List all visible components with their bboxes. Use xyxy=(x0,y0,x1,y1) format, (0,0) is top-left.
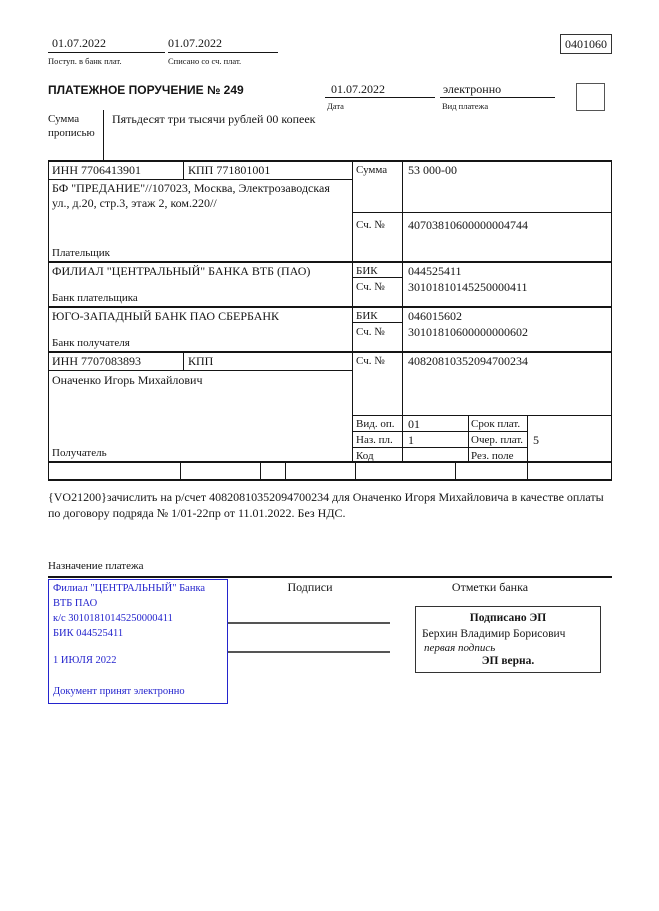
sum-label: Сумма xyxy=(356,164,388,176)
stamp-line-1: Филиал "ЦЕНТРАЛЬНЫЙ" Банка xyxy=(53,583,206,594)
esign-role: первая подпись xyxy=(424,642,496,654)
signature-line-1 xyxy=(228,622,390,624)
payment-kind-label: Вид платежа xyxy=(442,101,489,111)
vid-op-label: Вид. оп. xyxy=(356,418,395,430)
table-border xyxy=(48,479,612,481)
writtenoff-date-label: Списано со сч. плат. xyxy=(168,56,242,66)
divider xyxy=(352,212,612,213)
divider xyxy=(352,431,527,432)
amount-words-label-2: прописью xyxy=(48,127,95,139)
divider xyxy=(183,351,184,370)
payer-acc: 40703810600000004744 xyxy=(408,218,528,232)
esign-verified: ЭП верна. xyxy=(481,655,535,667)
ocher-plat-label: Очер. плат. xyxy=(471,434,524,446)
payer-bank-bik: 044525411 xyxy=(408,264,462,278)
bank-marks-label: Отметки банка xyxy=(451,580,529,594)
receiver-inn: ИНН 7707083893 xyxy=(52,354,141,368)
payer-bank-acc-label: Сч. № xyxy=(356,281,385,293)
divider xyxy=(352,447,527,448)
divider xyxy=(168,52,278,53)
bank-stamp xyxy=(48,579,228,704)
divider xyxy=(48,52,165,53)
table-border xyxy=(48,160,49,480)
payer-name: БФ "ПРЕДАНИЕ"//107023, Москва, Электрозаводская ул., д.20, стр.3, этаж 2, ком.220// xyxy=(52,181,330,210)
divider xyxy=(48,179,352,180)
table-border xyxy=(48,306,612,308)
table-border xyxy=(402,160,403,462)
payer-bank-section-label: Банк плательщика xyxy=(52,292,138,304)
divider xyxy=(183,160,184,179)
amount-words-label-1: Сумма xyxy=(48,113,80,125)
payer-bank-name: ФИЛИАЛ "ЦЕНТРАЛЬНЫЙ" БАНКА ВТБ (ПАО) xyxy=(52,264,311,278)
receiver-kpp: КПП xyxy=(188,354,214,368)
received-date-label: Поступ. в банк плат. xyxy=(48,56,122,66)
table-border xyxy=(352,160,353,462)
divider xyxy=(527,463,528,480)
esign-name: Берхин Владимир Борисович xyxy=(422,628,566,640)
payment-kind-checkbox xyxy=(576,83,605,111)
stamp-bik: БИК 044525411 xyxy=(53,628,124,639)
divider xyxy=(527,415,528,462)
esign-box xyxy=(415,606,601,673)
stamp-corr-account: к/с 30101810145250000411 xyxy=(53,613,173,624)
form-code: 0401060 xyxy=(565,37,607,51)
document-date: 01.07.2022 xyxy=(331,82,385,96)
divider xyxy=(103,110,104,161)
receiver-acc-label: Сч. № xyxy=(356,355,385,367)
table-border xyxy=(48,160,612,162)
divider xyxy=(285,463,286,480)
payer-bank-acc: 30101810145250000411 xyxy=(408,280,528,294)
payer-bank-bik-label: БИК xyxy=(356,265,378,277)
srok-plat-label: Срок плат. xyxy=(471,418,521,430)
sum-value: 53 000-00 xyxy=(408,163,457,177)
payer-inn: ИНН 7706413901 xyxy=(52,163,141,177)
divider xyxy=(325,97,435,98)
writtenoff-date: 01.07.2022 xyxy=(168,36,222,50)
received-date: 01.07.2022 xyxy=(52,36,106,50)
receiver-bank-acc-label: Сч. № xyxy=(356,326,385,338)
divider xyxy=(180,463,181,480)
payer-section-label: Плательщик xyxy=(52,247,110,259)
divider xyxy=(440,97,555,98)
document-title: ПЛАТЕЖНОЕ ПОРУЧЕНИЕ № 249 xyxy=(48,83,244,97)
naz-pl-label: Наз. пл. xyxy=(356,434,393,446)
signatures-label: Подписи xyxy=(287,580,333,594)
purpose-text: {VO21200}зачислить на р/счет 40820810352094700234 для Оначенко Игоря Михайловича в качестве оплаты по договору подряда № 1/01-22пр от 11.01.2022. Без НДС. xyxy=(48,490,604,520)
table-border xyxy=(48,351,612,353)
stamp-date: 1 ИЮЛЯ 2022 xyxy=(53,655,117,666)
payer-kpp: КПП 771801001 xyxy=(188,163,271,177)
stamp-line-2: ВТБ ПАО xyxy=(53,598,98,609)
receiver-name: Оначенко Игорь Михайлович xyxy=(52,373,203,387)
divider xyxy=(352,415,612,416)
purpose-label: Назначение платежа xyxy=(48,560,144,572)
receiver-bank-section-label: Банк получателя xyxy=(52,337,130,349)
divider xyxy=(260,463,261,480)
vid-op-value: 01 xyxy=(408,417,420,431)
payer-acc-label: Сч. № xyxy=(356,219,385,231)
date-label: Дата xyxy=(327,101,344,111)
signature-line-2 xyxy=(228,651,390,653)
rez-pole-label: Рез. поле xyxy=(471,450,514,462)
kod-label: Код xyxy=(356,450,374,462)
divider xyxy=(468,415,469,462)
receiver-bank-bik: 046015602 xyxy=(408,309,462,323)
esign-title: Подписано ЭП xyxy=(469,612,547,624)
form-code-box xyxy=(560,34,612,54)
table-border xyxy=(611,160,612,480)
receiver-acc: 40820810352094700234 xyxy=(408,354,528,368)
payment-kind: электронно xyxy=(443,82,502,96)
receiver-bank-name: ЮГО-ЗАПАДНЫЙ БАНК ПАО СБЕРБАНК xyxy=(52,309,280,323)
stamp-note: Документ принят электронно xyxy=(53,686,185,697)
naz-pl-value: 1 xyxy=(408,433,414,447)
divider xyxy=(355,463,356,480)
receiver-section-label: Получатель xyxy=(52,447,107,459)
divider xyxy=(48,576,612,578)
amount-words-value: Пятьдесят три тысячи рублей 00 копеек xyxy=(112,112,316,126)
divider xyxy=(48,370,352,371)
receiver-bank-bik-label: БИК xyxy=(356,310,378,322)
table-border xyxy=(48,261,612,263)
receiver-bank-acc: 30101810600000000602 xyxy=(408,325,528,339)
ocher-plat-value: 5 xyxy=(533,433,539,447)
divider xyxy=(455,463,456,480)
